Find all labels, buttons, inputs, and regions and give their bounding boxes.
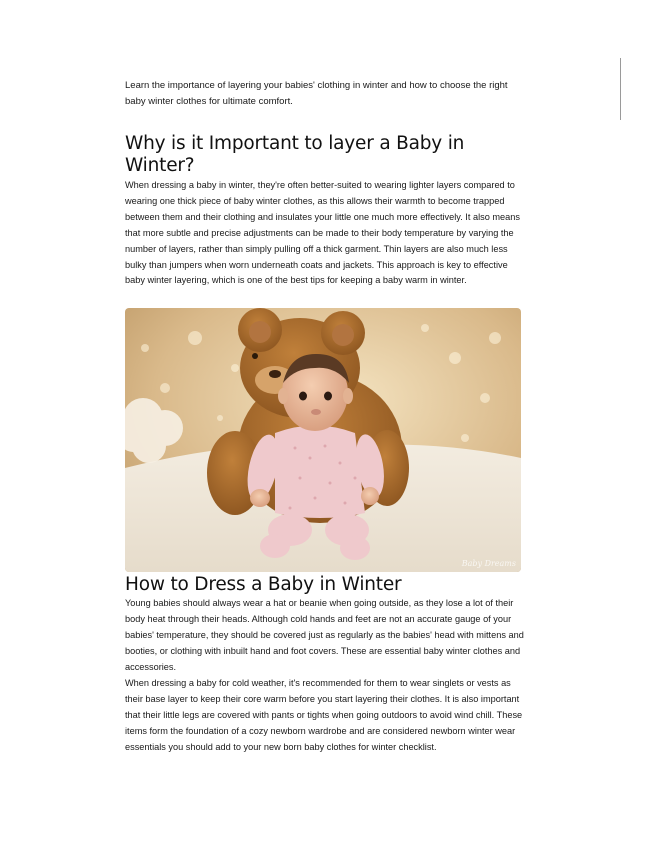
section-paragraph-base-layers: When dressing a baby for cold weather, it's recommended for them to wear singlets or vests as their base layer to keep their core warm before you start layering their clothes. It is also important that their little legs are covered with pants or tights when going outdoors to avoid wind chill. These items form the foundation of a cozy newborn wardrobe and are considered newborn winter wear essentials you should add to your new born baby clothes for winter checklist. [125,677,523,752]
page-edge-line [620,58,621,120]
baby-teddy-photo [125,308,521,572]
intro-text: Learn the importance of layering your babies' clothing in winter and how to choose the right baby winter clothes for ultimate comfort. [125,80,508,107]
photo-watermark: Baby Dreams [461,559,516,569]
section-paragraph-why-layer: When dressing a baby in winter, they're often better-suited to wearing lighter layers compared to wearing one thick piece of baby winter clothes, as this allows their warmth to become trapped between them and their clothing and insulates your little one much more effectively. It also means that more subtle and precise adjustments can be made to their body temperature by varying the number of layers, rather than simply pulling off a thick garment. Thin layers are also much less bulky than jumpers when worn underneath coats and jackets. This approach is key to effective baby winter layering, which is one of the best tips for keeping a baby warm in winter. [125,180,520,286]
section-heading-why-layer: Why is it Important to layer a Baby in Winter? [125,133,465,176]
section-paragraph-head-hands: Young babies should always wear a hat or beanie when going outside, as they lose a lot of their body heat through their heads. Although cold hands and feet are not an accurate gauge of your babies' temperature, they should be covered just as regularly as the babies' head with mittens and booties, or clothing with inbuilt hand and foot covers. These are essential baby winter clothes and accessories. [125,598,524,672]
section-heading-how-to-dress: How to Dress a Baby in Winter [125,574,402,596]
article [125,78,525,755]
